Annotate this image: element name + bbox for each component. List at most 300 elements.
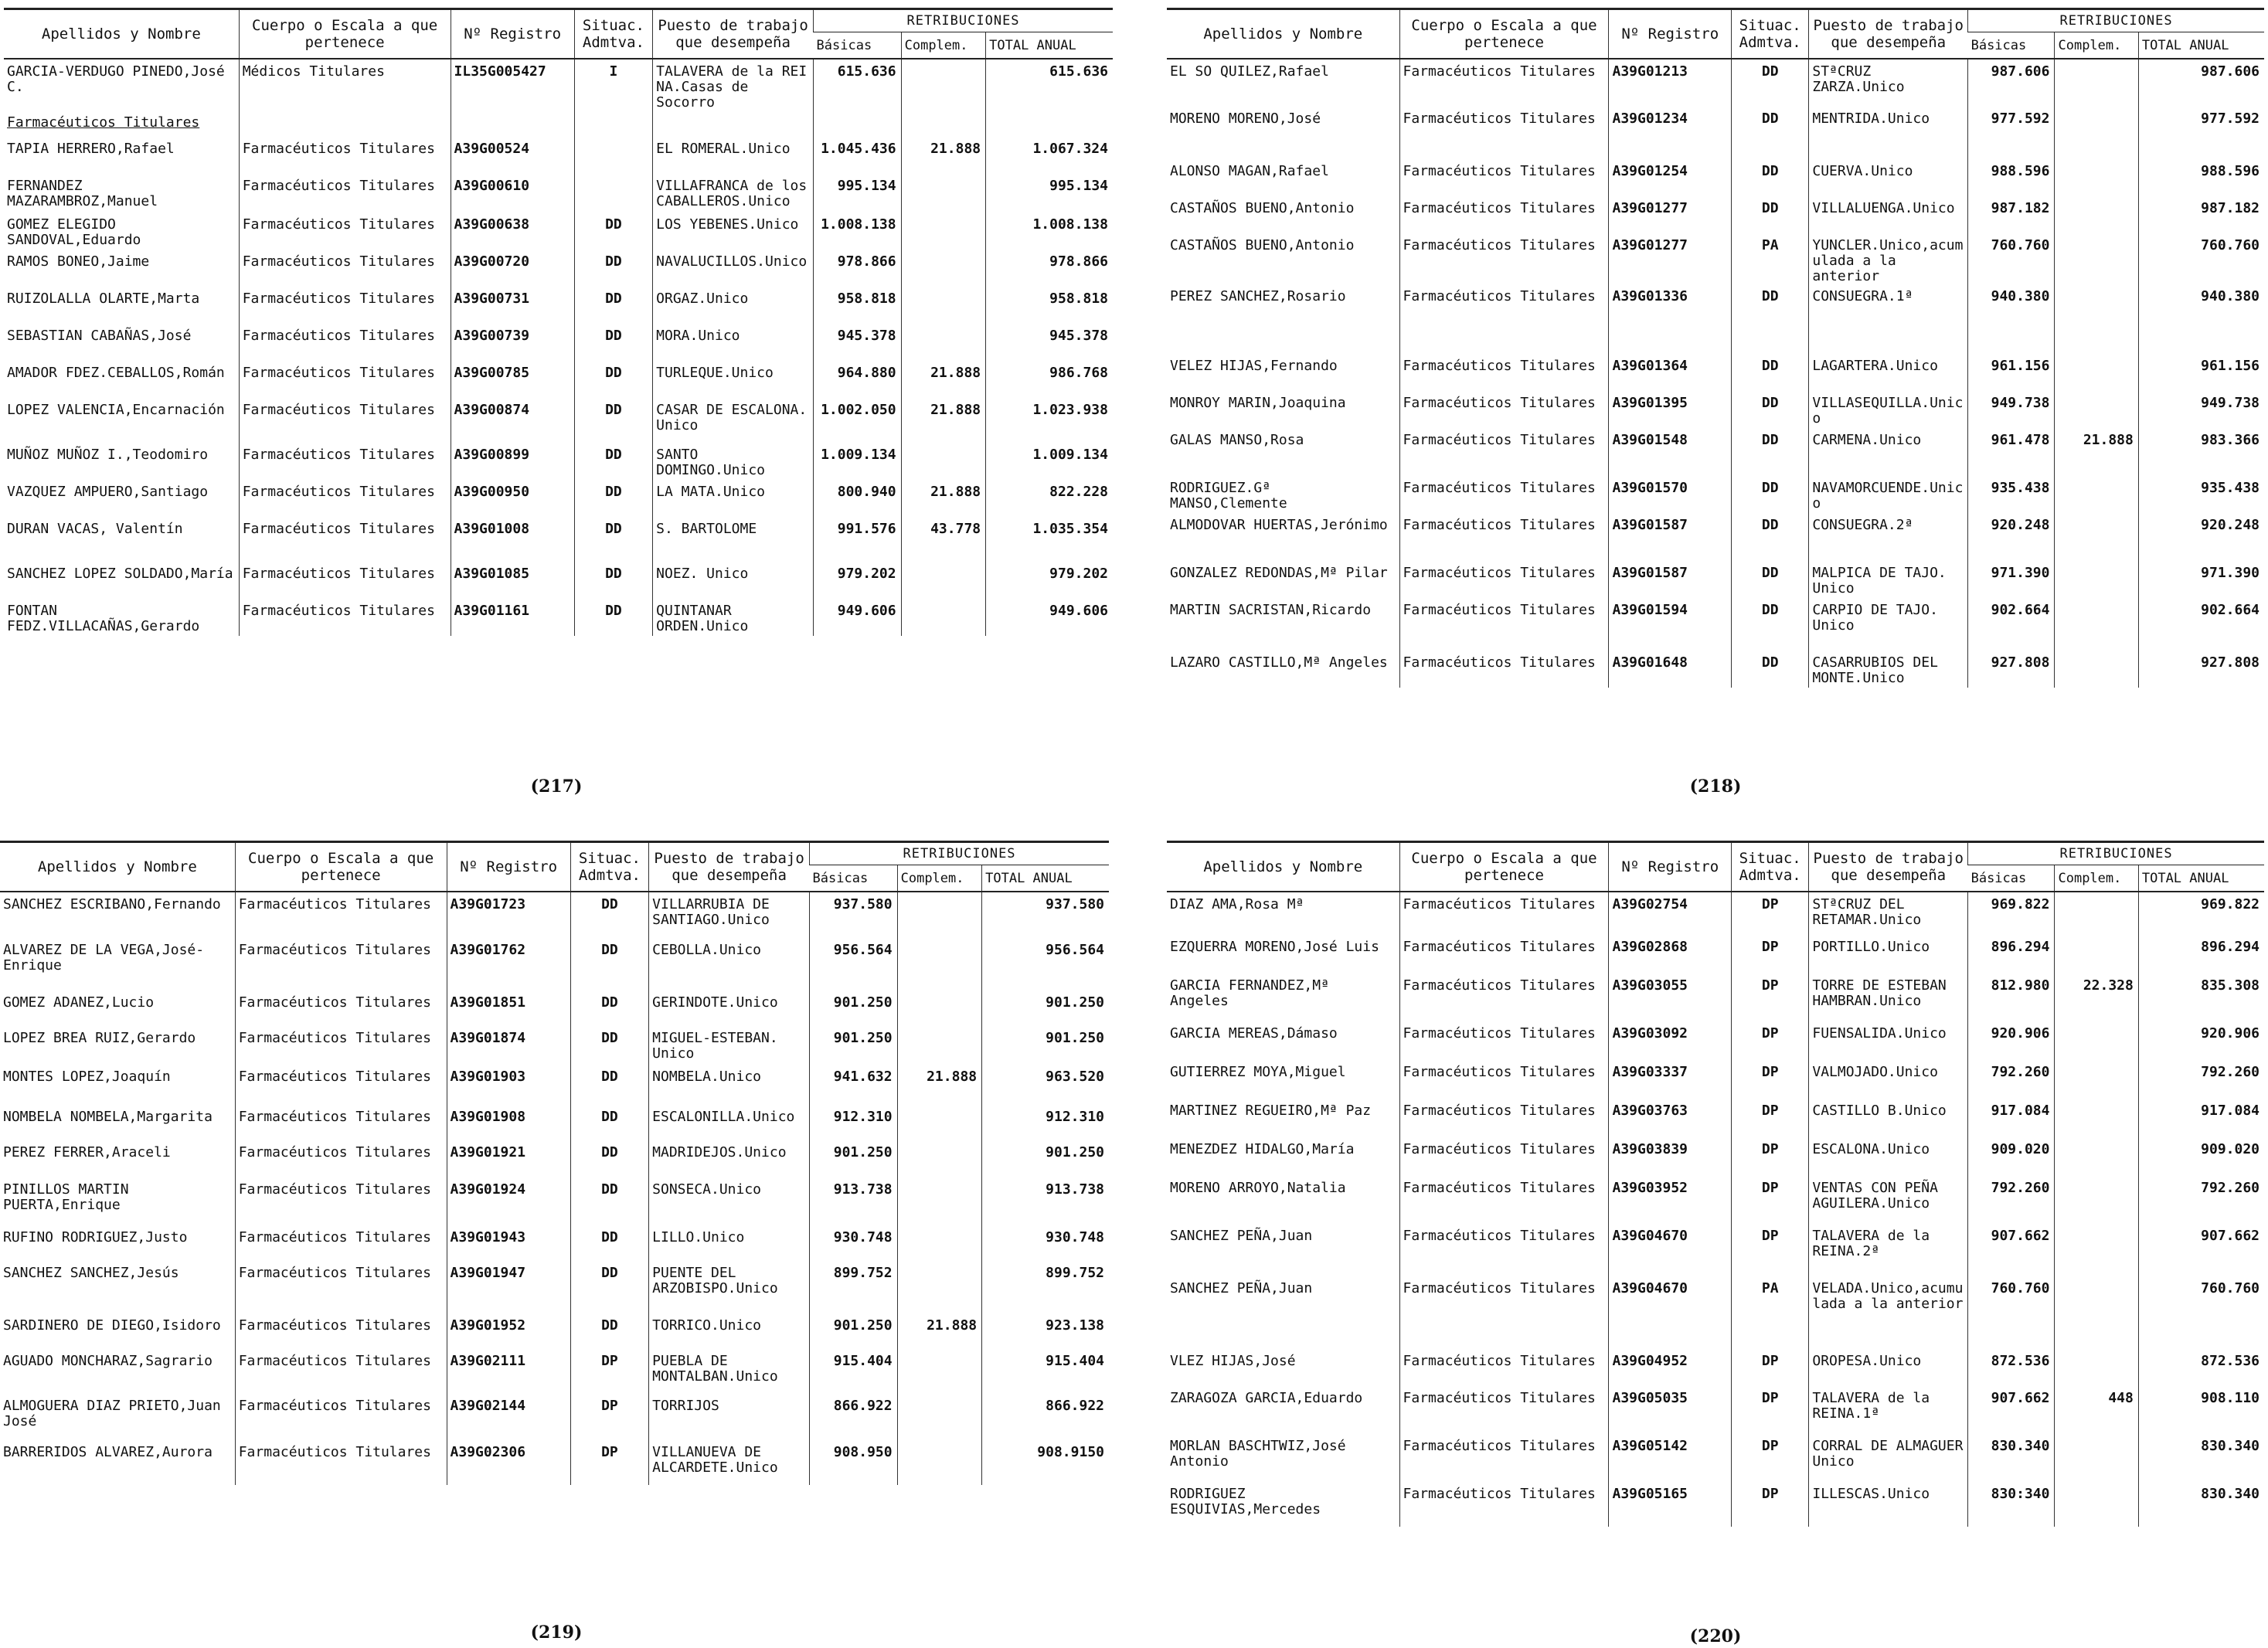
table-row bbox=[1167, 974, 2264, 1021]
cell-registro: A39G05142 bbox=[1609, 1434, 1732, 1482]
cell-situacion: DP bbox=[1732, 892, 1809, 935]
cell-nombre: AMADOR FDEZ.CEBALLOS,Román bbox=[7, 365, 225, 381]
cell-situacion: DD bbox=[570, 990, 648, 1026]
cell-complem bbox=[2055, 59, 2138, 107]
cell-basicas: 1.002.050 bbox=[814, 398, 902, 443]
cell-puesto: VILLASEQUILLA.Unico bbox=[1809, 391, 1968, 428]
cell-complem bbox=[2055, 1349, 2138, 1386]
cell-situacion: DD bbox=[1732, 59, 1809, 107]
table-row bbox=[1167, 1060, 2264, 1099]
cell-nombre: PINILLOS MARTIN PUERTA,Enrique bbox=[3, 1181, 129, 1213]
cell-basicas: 969.822 bbox=[1968, 892, 2055, 935]
cell-cuerpo: Farmacéuticos Titulares bbox=[1399, 1276, 1609, 1349]
header-complem: Complem. bbox=[2055, 865, 2138, 892]
cell-puesto: LILLO.Unico bbox=[649, 1225, 810, 1261]
cell-nombre: GONZALEZ REDONDAS,Mª Pilar bbox=[1170, 565, 1388, 581]
table-row bbox=[4, 59, 1113, 110]
cell-cuerpo: Farmacéuticos Titulares bbox=[239, 599, 451, 636]
cell-nombre: PEREZ SANCHEZ,Rosario bbox=[1170, 288, 1346, 304]
cell-puesto: CASAR DE ESCALONA. Unico bbox=[653, 398, 814, 443]
cell-nombre: SANCHEZ ESCRIBANO,Fernando bbox=[3, 896, 221, 912]
cell-registro: A39G02868 bbox=[1609, 935, 1732, 974]
cell-basicas: 945.378 bbox=[814, 324, 902, 361]
cell-total-anual: 961.156 bbox=[2138, 354, 2264, 391]
table-row bbox=[1167, 1137, 2264, 1176]
cell-registro: A39G01921 bbox=[447, 1140, 570, 1177]
cell-total-anual: 615.636 bbox=[986, 59, 1113, 110]
cell-cuerpo: Farmacéuticos Titulares bbox=[235, 1177, 447, 1225]
cell-nombre: GARCIA MEREAS,Dámaso bbox=[1170, 1025, 1338, 1041]
table-row bbox=[1167, 196, 2264, 233]
cell-puesto: TORRE DE ESTEBAN HAMBRAN.Unico bbox=[1809, 974, 1968, 1021]
cell-total-anual: 935.438 bbox=[2138, 476, 2264, 513]
cell-nombre: SEBASTIAN CABAÑAS,José bbox=[7, 328, 192, 344]
page-number: (218) bbox=[1689, 776, 1742, 797]
cell-registro: IL35G005427 bbox=[451, 59, 574, 110]
cell-registro: A39G04952 bbox=[1609, 1349, 1732, 1386]
header-basicas: Básicas bbox=[1968, 32, 2055, 59]
cell-total-anual: 830.340 bbox=[2138, 1482, 2264, 1527]
table-row bbox=[0, 1261, 1109, 1313]
cell-cuerpo: Farmacéuticos Titulares bbox=[239, 517, 451, 562]
cell-situacion: DD bbox=[574, 287, 652, 324]
cell-complem bbox=[2055, 1060, 2138, 1099]
cell-nombre: GOMEZ ELEGIDO SANDOVAL,Eduardo bbox=[7, 216, 141, 248]
cell-registro: A39G01952 bbox=[447, 1313, 570, 1349]
cell-nombre: ZARAGOZA GARCIA,Eduardo bbox=[1170, 1390, 1363, 1406]
cell-complem bbox=[901, 599, 986, 636]
header-situacion: Situac. Admtva. bbox=[1732, 9, 1809, 59]
cell-situacion: DD bbox=[1732, 107, 1809, 159]
cell-registro: A39G01213 bbox=[1609, 59, 1732, 107]
cell-complem bbox=[2055, 354, 2138, 391]
cell-complem bbox=[2055, 107, 2138, 159]
cell-registro: A39G00610 bbox=[451, 174, 574, 212]
cell-puesto: MALPICA DE TAJO. Unico bbox=[1809, 561, 1968, 598]
header-registro: Nº Registro bbox=[447, 842, 570, 892]
cell-total-anual: 986.768 bbox=[986, 361, 1113, 398]
cell-basicas: 987.606 bbox=[1968, 59, 2055, 107]
cell-total-anual: 792.260 bbox=[2138, 1060, 2264, 1099]
cell-registro: A39G01570 bbox=[1609, 476, 1732, 513]
cell-puesto: NOMBELA.Unico bbox=[649, 1065, 810, 1105]
cell-registro: A39G01943 bbox=[447, 1225, 570, 1261]
cell-complem bbox=[2055, 233, 2138, 284]
cell-registro: A39G01947 bbox=[447, 1261, 570, 1313]
cell-complem: 21.888 bbox=[901, 480, 986, 517]
cell-cuerpo: Farmacéuticos Titulares bbox=[1399, 561, 1609, 598]
cell-puesto: VALMOJADO.Unico bbox=[1809, 1060, 1968, 1099]
cell-total-anual: 983.366 bbox=[2138, 428, 2264, 476]
empty-cell bbox=[451, 110, 574, 137]
cell-registro: A39G00950 bbox=[451, 480, 574, 517]
cell-basicas: 792.260 bbox=[1968, 1176, 2055, 1224]
cell-total-anual: 988.596 bbox=[2138, 159, 2264, 196]
cell-registro: A39G03952 bbox=[1609, 1176, 1732, 1224]
table-row bbox=[1167, 651, 2264, 688]
table-row bbox=[1167, 1099, 2264, 1137]
cell-complem bbox=[897, 1349, 982, 1394]
cell-total-anual: 901.250 bbox=[982, 1026, 1109, 1065]
cell-puesto: TALAVERA de la REI NA.Casas de Socorro bbox=[653, 59, 814, 110]
cell-cuerpo: Farmacéuticos Titulares bbox=[239, 361, 451, 398]
cell-total-anual: 1.009.134 bbox=[986, 443, 1113, 480]
cell-nombre: GARCIA-VERDUGO PINEDO,José C. bbox=[7, 63, 225, 95]
table-row bbox=[0, 1349, 1109, 1394]
cell-registro: A39G03839 bbox=[1609, 1137, 1732, 1176]
cell-basicas: 988.596 bbox=[1968, 159, 2055, 196]
cell-total-anual: 978.866 bbox=[986, 250, 1113, 287]
table-row bbox=[4, 480, 1113, 517]
cell-cuerpo: Farmacéuticos Titulares bbox=[239, 324, 451, 361]
cell-complem bbox=[2055, 1099, 2138, 1137]
cell-basicas: 956.564 bbox=[810, 938, 898, 990]
cell-puesto: QUINTANAR ORDEN.Unico bbox=[653, 599, 814, 636]
cell-registro: A39G01234 bbox=[1609, 107, 1732, 159]
table-row bbox=[1167, 354, 2264, 391]
cell-total-anual: 822.228 bbox=[986, 480, 1113, 517]
header-complem: Complem. bbox=[897, 865, 982, 892]
table-row bbox=[1167, 284, 2264, 354]
header-complem: Complem. bbox=[2055, 32, 2138, 59]
cell-puesto: VILLAFRANCA de los CABALLEROS.Unico bbox=[653, 174, 814, 212]
empty-cell bbox=[814, 110, 902, 137]
cell-nombre: MONROY MARIN,Joaquina bbox=[1170, 395, 1346, 411]
cell-registro: A39G00720 bbox=[451, 250, 574, 287]
cell-cuerpo: Farmacéuticos Titulares bbox=[1399, 107, 1609, 159]
cell-cuerpo: Farmacéuticos Titulares bbox=[235, 892, 447, 938]
cell-registro: A39G01874 bbox=[447, 1026, 570, 1065]
cell-complem bbox=[2055, 651, 2138, 688]
cell-total-anual: 927.808 bbox=[2138, 651, 2264, 688]
header-nombre: Apellidos y Nombre bbox=[4, 9, 239, 59]
cell-total-anual: 901.250 bbox=[982, 990, 1109, 1026]
cell-total-anual: 969.822 bbox=[2138, 892, 2264, 935]
cell-basicas: 958.818 bbox=[814, 287, 902, 324]
cell-situacion: DD bbox=[1732, 598, 1809, 651]
cell-cuerpo: Farmacéuticos Titulares bbox=[1399, 1021, 1609, 1060]
cell-puesto: PORTILLO.Unico bbox=[1809, 935, 1968, 974]
header-retribuciones: RETRIBUCIONES bbox=[810, 842, 1109, 865]
cell-cuerpo: Farmacéuticos Titulares bbox=[1399, 284, 1609, 354]
cell-complem bbox=[901, 287, 986, 324]
cell-basicas: 940.380 bbox=[1968, 284, 2055, 354]
cell-situacion: DP bbox=[570, 1440, 648, 1485]
header-registro: Nº Registro bbox=[451, 9, 574, 59]
register-table bbox=[0, 841, 1109, 1485]
cell-cuerpo: Farmacéuticos Titulares bbox=[1399, 428, 1609, 476]
table-row bbox=[4, 324, 1113, 361]
cell-situacion: DD bbox=[1732, 428, 1809, 476]
cell-situacion: DD bbox=[570, 1105, 648, 1140]
page-220-table bbox=[1167, 841, 2264, 1527]
cell-cuerpo: Farmacéuticos Titulares bbox=[235, 1026, 447, 1065]
cell-cuerpo: Farmacéuticos Titulares bbox=[239, 562, 451, 599]
cell-cuerpo: Farmacéuticos Titulares bbox=[1399, 1176, 1609, 1224]
cell-registro: A39G04670 bbox=[1609, 1276, 1732, 1349]
cell-total-anual: 792.260 bbox=[2138, 1176, 2264, 1224]
cell-situacion: DP bbox=[1732, 935, 1809, 974]
cell-registro: A39G01336 bbox=[1609, 284, 1732, 354]
cell-puesto: CARMENA.Unico bbox=[1809, 428, 1968, 476]
cell-nombre: RODRIGUEZ.Gª MANSO,Clemente bbox=[1170, 480, 1287, 511]
cell-total-anual: 913.738 bbox=[982, 1177, 1109, 1225]
table-row bbox=[4, 361, 1113, 398]
cell-complem bbox=[2055, 1434, 2138, 1482]
cell-total-anual: 920.906 bbox=[2138, 1021, 2264, 1060]
header-situacion: Situac. Admtva. bbox=[574, 9, 652, 59]
cell-total-anual: 995.134 bbox=[986, 174, 1113, 212]
table-row bbox=[1167, 1349, 2264, 1386]
cell-cuerpo: Farmacéuticos Titulares bbox=[1399, 1060, 1609, 1099]
cell-puesto: MIGUEL-ESTEBAN. Unico bbox=[649, 1026, 810, 1065]
cell-basicas: 917.084 bbox=[1968, 1099, 2055, 1137]
table-row bbox=[4, 287, 1113, 324]
cell-total-anual: 901.250 bbox=[982, 1140, 1109, 1177]
cell-puesto: CASTILLO B.Unico bbox=[1809, 1099, 1968, 1137]
cell-basicas: 930.748 bbox=[810, 1225, 898, 1261]
cell-puesto: CARPIO DE TAJO. Unico bbox=[1809, 598, 1968, 651]
header-total-anual: TOTAL ANUAL bbox=[2138, 32, 2264, 59]
cell-cuerpo: Farmacéuticos Titulares bbox=[1399, 974, 1609, 1021]
cell-nombre: ALVAREZ DE LA VEGA,José-Enrique bbox=[3, 942, 205, 974]
cell-puesto: TALAVERA de la REINA.2ª bbox=[1809, 1224, 1968, 1276]
cell-registro: A39G03763 bbox=[1609, 1099, 1732, 1137]
cell-nombre: MORENO MORENO,José bbox=[1170, 110, 1321, 127]
cell-registro: A39G00899 bbox=[451, 443, 574, 480]
header-puesto: Puesto de trabajo que desempeña bbox=[1809, 842, 1968, 892]
cell-complem: 21.888 bbox=[897, 1065, 982, 1105]
cell-basicas: 977.592 bbox=[1968, 107, 2055, 159]
cell-puesto: CONSUEGRA.1ª bbox=[1809, 284, 1968, 354]
header-registro: Nº Registro bbox=[1609, 9, 1732, 59]
cell-nombre: TAPIA HERRERO,Rafael bbox=[7, 141, 175, 157]
cell-basicas: 927.808 bbox=[1968, 651, 2055, 688]
cell-puesto: TORRICO.Unico bbox=[649, 1313, 810, 1349]
cell-basicas: 949.606 bbox=[814, 599, 902, 636]
cell-registro: A39G00524 bbox=[451, 137, 574, 174]
cell-basicas: 935.438 bbox=[1968, 476, 2055, 513]
table-row bbox=[0, 1065, 1109, 1105]
cell-basicas: 901.250 bbox=[810, 1313, 898, 1349]
header-retribuciones: RETRIBUCIONES bbox=[1968, 842, 2264, 865]
cell-total-anual: 949.606 bbox=[986, 599, 1113, 636]
cell-total-anual: 899.752 bbox=[982, 1261, 1109, 1313]
cell-complem bbox=[2055, 391, 2138, 428]
cell-situacion: DP bbox=[1732, 1434, 1809, 1482]
cell-basicas: 760.760 bbox=[1968, 1276, 2055, 1349]
header-total-anual: TOTAL ANUAL bbox=[982, 865, 1109, 892]
cell-cuerpo: Farmacéuticos Titulares bbox=[235, 1105, 447, 1140]
cell-complem bbox=[2055, 1224, 2138, 1276]
cell-nombre: DIAZ AMA,Rosa Mª bbox=[1170, 896, 1304, 912]
cell-cuerpo: Farmacéuticos Titulares bbox=[239, 287, 451, 324]
cell-situacion: DD bbox=[1732, 284, 1809, 354]
cell-nombre: MORLAN BASCHTWIZ,José Antonio bbox=[1170, 1438, 1346, 1470]
cell-basicas: 760.760 bbox=[1968, 233, 2055, 284]
cell-complem bbox=[2055, 1137, 2138, 1176]
cell-situacion: DP bbox=[1732, 1349, 1809, 1386]
cell-puesto: S. BARTOLOME bbox=[653, 517, 814, 562]
empty-cell bbox=[901, 110, 986, 137]
table-row bbox=[1167, 1276, 2264, 1349]
cell-situacion bbox=[574, 137, 652, 174]
cell-complem: 21.888 bbox=[897, 1313, 982, 1349]
cell-situacion: DP bbox=[1732, 1482, 1809, 1527]
cell-situacion bbox=[574, 174, 652, 212]
cell-situacion: DP bbox=[570, 1394, 648, 1440]
cell-registro: A39G01908 bbox=[447, 1105, 570, 1140]
cell-total-anual: 956.564 bbox=[982, 938, 1109, 990]
table-row bbox=[4, 250, 1113, 287]
cell-situacion: DD bbox=[570, 892, 648, 938]
table-row bbox=[0, 1026, 1109, 1065]
header-total-anual: TOTAL ANUAL bbox=[986, 32, 1113, 59]
cell-complem bbox=[901, 59, 986, 110]
header-situacion: Situac. Admtva. bbox=[1732, 842, 1809, 892]
cell-puesto: TALAVERA de la REINA.1ª bbox=[1809, 1386, 1968, 1434]
cell-basicas: 961.478 bbox=[1968, 428, 2055, 476]
table-row bbox=[1167, 892, 2264, 935]
cell-nombre: CASTAÑOS BUENO,Antonio bbox=[1170, 237, 1355, 253]
header-basicas: Básicas bbox=[810, 865, 898, 892]
cell-puesto: VENTAS CON PEÑA AGUILERA.Unico bbox=[1809, 1176, 1968, 1224]
cell-registro: A39G01364 bbox=[1609, 354, 1732, 391]
cell-cuerpo: Farmacéuticos Titulares bbox=[1399, 391, 1609, 428]
empty-cell bbox=[653, 110, 814, 137]
cell-registro: A39G01762 bbox=[447, 938, 570, 990]
cell-total-anual: 912.310 bbox=[982, 1105, 1109, 1140]
cell-registro: A39G01085 bbox=[451, 562, 574, 599]
cell-total-anual: 987.606 bbox=[2138, 59, 2264, 107]
cell-total-anual: 908.9150 bbox=[982, 1440, 1109, 1485]
cell-registro: A39G01924 bbox=[447, 1177, 570, 1225]
cell-nombre: MONTES LOPEZ,Joaquín bbox=[3, 1069, 171, 1085]
cell-nombre: AGUADO MONCHARAZ,Sagrario bbox=[3, 1353, 213, 1369]
cell-situacion: DD bbox=[574, 361, 652, 398]
cell-situacion: DD bbox=[1732, 391, 1809, 428]
cell-nombre: RODRIGUEZ ESQUIVIAS,Mercedes bbox=[1170, 1486, 1321, 1517]
cell-basicas: 901.250 bbox=[810, 990, 898, 1026]
cell-puesto: OROPESA.Unico bbox=[1809, 1349, 1968, 1386]
cell-cuerpo: Farmacéuticos Titulares bbox=[235, 1440, 447, 1485]
page-number: (217) bbox=[530, 776, 583, 797]
cell-cuerpo: Farmacéuticos Titulares bbox=[235, 1394, 447, 1440]
header-puesto: Puesto de trabajo que desempeña bbox=[1809, 9, 1968, 59]
cell-registro: A39G03092 bbox=[1609, 1021, 1732, 1060]
cell-nombre: MARTINEZ REGUEIRO,Mª Paz bbox=[1170, 1103, 1372, 1119]
cell-total-anual: 908.110 bbox=[2138, 1386, 2264, 1434]
cell-situacion: DD bbox=[1732, 476, 1809, 513]
empty-cell bbox=[574, 110, 652, 137]
cell-complem bbox=[2055, 159, 2138, 196]
cell-situacion: DD bbox=[574, 212, 652, 250]
cell-complem bbox=[901, 174, 986, 212]
header-nombre: Apellidos y Nombre bbox=[1167, 9, 1399, 59]
cell-basicas: 830.340 bbox=[1968, 1434, 2055, 1482]
cell-complem: 43.778 bbox=[901, 517, 986, 562]
cell-total-anual: 917.084 bbox=[2138, 1099, 2264, 1137]
cell-total-anual: 872.536 bbox=[2138, 1349, 2264, 1386]
cell-cuerpo: Farmacéuticos Titulares bbox=[1399, 1349, 1609, 1386]
table-row bbox=[4, 398, 1113, 443]
cell-cuerpo: Farmacéuticos Titulares bbox=[1399, 1099, 1609, 1137]
cell-nombre: SANCHEZ SANCHEZ,Jesús bbox=[3, 1265, 179, 1281]
cell-basicas: 991.576 bbox=[814, 517, 902, 562]
table-row bbox=[1167, 428, 2264, 476]
cell-complem bbox=[2055, 935, 2138, 974]
cell-puesto: VILLALUENGA.Unico bbox=[1809, 196, 1968, 233]
cell-puesto: MADRIDEJOS.Unico bbox=[649, 1140, 810, 1177]
cell-cuerpo: Farmacéuticos Titulares bbox=[1399, 892, 1609, 935]
empty-cell bbox=[986, 110, 1113, 137]
cell-basicas: 949.738 bbox=[1968, 391, 2055, 428]
cell-cuerpo: Farmacéuticos Titulares bbox=[1399, 354, 1609, 391]
table-row bbox=[1167, 391, 2264, 428]
cell-basicas: 964.880 bbox=[814, 361, 902, 398]
cell-puesto: NAVALUCILLOS.Unico bbox=[653, 250, 814, 287]
cell-cuerpo: Farmacéuticos Titulares bbox=[235, 1261, 447, 1313]
cell-cuerpo: Farmacéuticos Titulares bbox=[1399, 1386, 1609, 1434]
cell-cuerpo: Farmacéuticos Titulares bbox=[1399, 935, 1609, 974]
cell-cuerpo: Farmacéuticos Titulares bbox=[1399, 651, 1609, 688]
cell-cuerpo: Farmacéuticos Titulares bbox=[1399, 476, 1609, 513]
cell-puesto: STªCRUZ ZARZA.Unico bbox=[1809, 59, 1968, 107]
table-row bbox=[1167, 935, 2264, 974]
cell-situacion: DD bbox=[570, 1261, 648, 1313]
cell-registro: A39G02144 bbox=[447, 1394, 570, 1440]
cell-basicas: 899.752 bbox=[810, 1261, 898, 1313]
cell-situacion: DD bbox=[574, 443, 652, 480]
cell-puesto: FUENSALIDA.Unico bbox=[1809, 1021, 1968, 1060]
cell-situacion: DD bbox=[570, 1026, 648, 1065]
cell-total-anual: 866.922 bbox=[982, 1394, 1109, 1440]
page-218-table bbox=[1167, 8, 2264, 688]
header-nombre: Apellidos y Nombre bbox=[0, 842, 235, 892]
cell-registro: A39G01723 bbox=[447, 892, 570, 938]
cell-total-anual: 760.760 bbox=[2138, 1276, 2264, 1349]
cell-nombre: CASTAÑOS BUENO,Antonio bbox=[1170, 200, 1355, 216]
table-row bbox=[0, 1440, 1109, 1485]
cell-situacion: DD bbox=[574, 250, 652, 287]
cell-registro: A39G01587 bbox=[1609, 513, 1732, 561]
cell-complem bbox=[901, 443, 986, 480]
cell-situacion: DD bbox=[570, 1065, 648, 1105]
cell-basicas: 937.580 bbox=[810, 892, 898, 938]
table-row bbox=[1167, 233, 2264, 284]
cell-situacion: DP bbox=[1732, 1386, 1809, 1434]
table-row bbox=[1167, 1386, 2264, 1434]
cell-cuerpo: Farmacéuticos Titulares bbox=[1399, 1482, 1609, 1527]
cell-situacion: DD bbox=[574, 324, 652, 361]
cell-total-anual: 937.580 bbox=[982, 892, 1109, 938]
cell-situacion: DD bbox=[570, 1225, 648, 1261]
cell-complem bbox=[2055, 1482, 2138, 1527]
table-row bbox=[1167, 476, 2264, 513]
cell-total-anual: 987.182 bbox=[2138, 196, 2264, 233]
cell-basicas: 872.536 bbox=[1968, 1349, 2055, 1386]
cell-complem bbox=[2055, 1276, 2138, 1349]
header-cuerpo: Cuerpo o Escala a que pertenece bbox=[235, 842, 447, 892]
cell-nombre: FERNANDEZ MAZARAMBROZ,Manuel bbox=[7, 178, 158, 209]
cell-total-anual: 1.023.938 bbox=[986, 398, 1113, 443]
table-row bbox=[4, 443, 1113, 480]
cell-basicas: 901.250 bbox=[810, 1026, 898, 1065]
cell-total-anual: 977.592 bbox=[2138, 107, 2264, 159]
table-row bbox=[1167, 561, 2264, 598]
cell-basicas: 866.922 bbox=[810, 1394, 898, 1440]
cell-registro: A39G01851 bbox=[447, 990, 570, 1026]
